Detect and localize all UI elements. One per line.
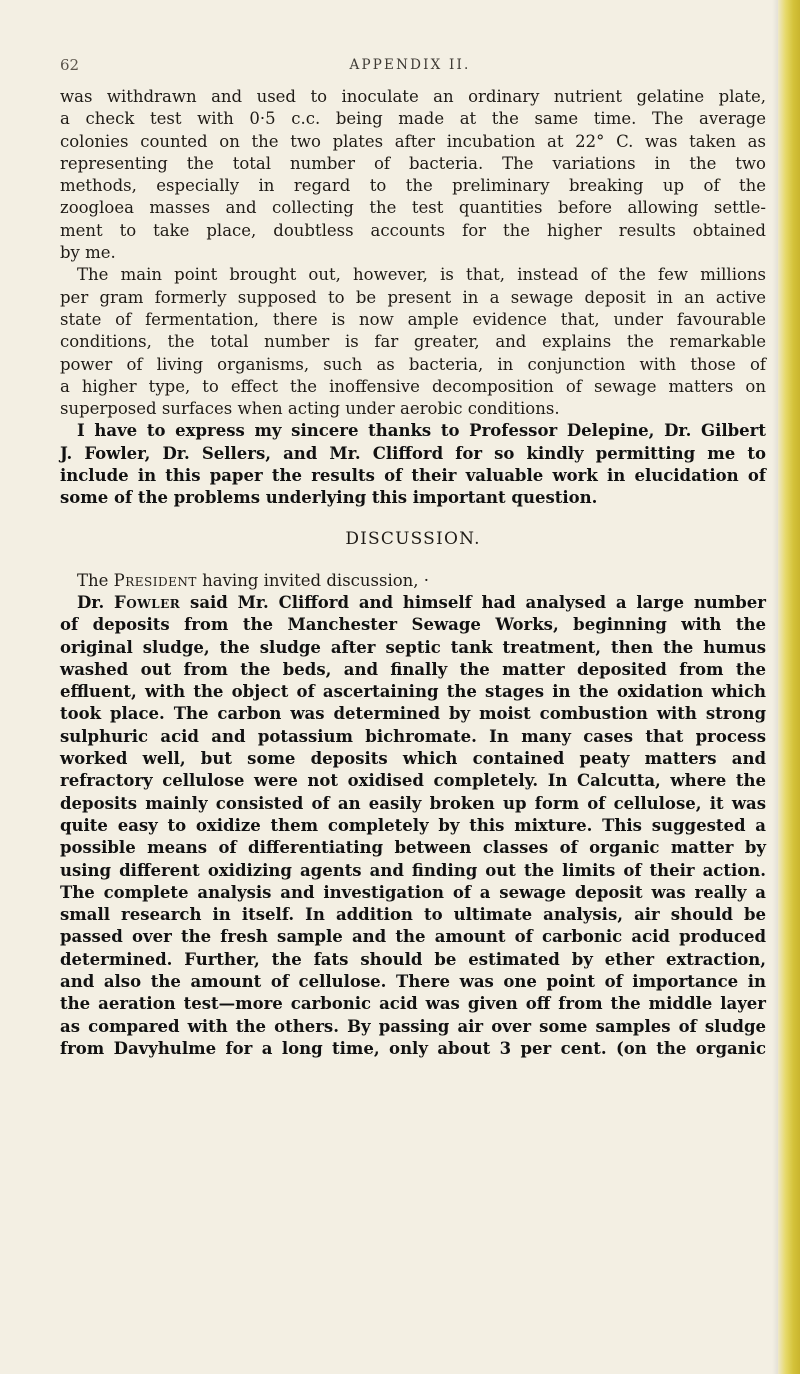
text-line: and also the amount of cellulose. There was one point of importance in [60,971,766,991]
text-line: original sludge, the sludge after septic tank treatment, then the humus [60,637,766,657]
paragraph-main-point [60,264,766,420]
page-edge [778,0,800,1374]
paragraph-acknowledgements [60,420,766,509]
page-number: 62 [60,56,80,74]
text-line: conditions, the total number is far greater, and explains the remarkable [60,332,766,352]
text-line: sulphuric acid and potassium bichromate. In many cases that process [60,726,766,746]
text-line: as compared with the others. By passing air over some samples of sludge [60,1016,766,1036]
page-header [60,56,760,80]
text-line: of deposits from the Manchester Sewage Works, beginning with the [60,615,766,635]
text-line: from Davyhulme for a long time, only about 3 per cent. (on the organic [60,1038,766,1058]
text-line: The main point brought out, however, is that, instead of the few millions [77,265,766,285]
speaker-line-rest: said Mr. Clifford and himself had analysed a large number [180,592,766,612]
text-line: worked well, but some deposits which contained peaty matters and [60,749,766,769]
text-line: using different oxidizing agents and finding out the limits of their action. [60,860,766,880]
text-line: state of fermentation, there is now ample evidence that, under favourable [60,309,766,329]
text-line: some of the problems underlying this important question. [60,488,598,508]
text-line: possible means of differentiating between classes of organic matter by [60,838,766,858]
text-line: power of living organisms, such as bacteria, in conjunction with those of [60,354,766,374]
text-line: I have to express my sincere thanks to Professor Delepine, Dr. Gilbert [77,421,766,441]
text-line: colonies counted on the two plates after incubation at 22° C. was taken as [60,131,766,151]
text-line: methods, especially in regard to the preliminary breaking up of the [60,176,766,196]
text-line: refractory cellulose were not oxidised completely. In Calcutta, where the [60,771,766,791]
president-label: President [113,570,197,590]
text-line: per gram formerly supposed to be present in a sewage deposit in an active [60,287,766,307]
text-line: representing the total number of bacteria. The variations in the two [60,153,766,173]
text-line: took place. The carbon was determined by moist combustion with strong [60,704,766,724]
text-line: the aeration test—more carbonic acid was given off from the middle layer [60,994,766,1014]
text-line: was withdrawn and used to inoculate an ordinary nutrient gelatine plate, [60,87,766,106]
text-line: by me. [60,243,116,263]
text-line: The complete analysis and investigation of a sewage deposit was really a [60,882,766,902]
running-head: APPENDIX II. [349,57,471,73]
speaker-name: Fowler [114,592,181,612]
paragraph-discussion [60,592,766,1060]
text-line: include in this paper the results of their valuable work in elucidation of [60,466,766,486]
speaker-prefix: Dr. [77,592,115,612]
page-body [60,86,766,1060]
text-line: deposits mainly consisted of an easily broken up form of cellulose, it was [60,793,766,813]
text-line: determined. Further, the fats should be estimated by ether extraction, [60,949,766,969]
text-line: a higher type, to effect the inoffensive decomposition of sewage matters on [60,376,766,396]
discussion-intro [60,570,766,592]
text-line: J. Fowler, Dr. Sellers, and Mr. Clifford for so kindly permitting me to [60,443,766,463]
section-heading-discussion: DISCUSSION. [345,528,481,549]
speaker-line [60,592,766,614]
text-line: effluent, with the object of ascertaining the stages in the oxidation which [60,682,766,702]
intro-prefix: The [77,570,114,590]
text-line: quite easy to oxidize them completely by this mixture. This suggested a [60,815,766,835]
text-line: ment to take place, doubtless accounts for the higher results obtained [60,220,766,240]
text-line: passed over the fresh sample and the amount of carbonic acid produced [60,927,766,947]
text-line: zoogloea masses and collecting the test quantities before allowing settle- [60,198,766,218]
text-line: washed out from the beds, and finally the matter deposited from the [60,659,766,679]
text-line: small research in itself. In addition to ultimate analysis, air should be [60,905,766,925]
text-line: superposed surfaces when acting under aerobic conditions. [60,399,560,419]
intro-suffix: having invited discussion, · [196,570,430,590]
paragraph-continued [60,86,766,264]
text-line: a check test with 0·5 c.c. being made at the same time. The average [60,109,766,129]
